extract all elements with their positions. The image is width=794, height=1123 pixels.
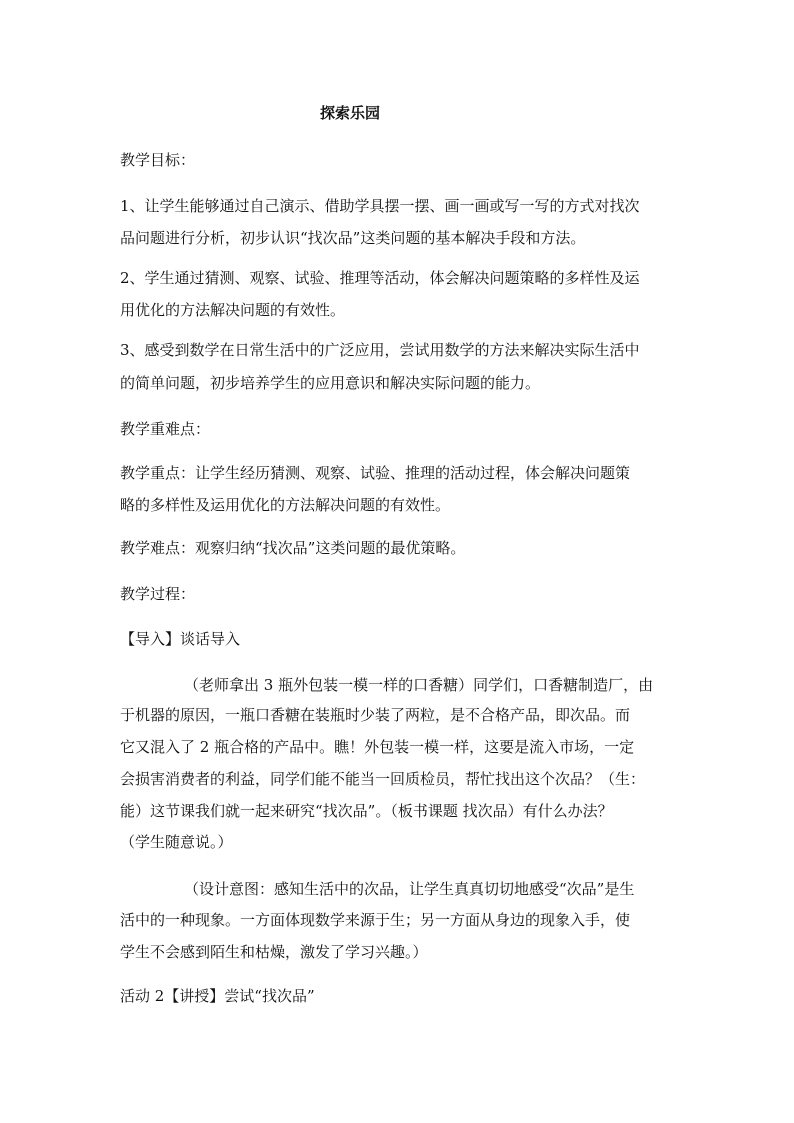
key-point-line-2: 略的多样性及运用优化的方法解决问题的有效性。 bbox=[120, 496, 451, 514]
intro-heading: 【导入】谈话导入 bbox=[120, 630, 241, 648]
intro-paragraph-line-4: 会损害消费者的利益，同学们能不能当一回质检员，帮忙找出这个次品？（生： bbox=[120, 770, 646, 788]
process-heading: 教学过程： bbox=[120, 585, 196, 603]
intro-paragraph-line-3: 它又混入了 2 瓶合格的产品中。瞧！外包装一模一样，这要是流入市场，一定 bbox=[120, 738, 635, 756]
teaching-goals-heading: 教学目标： bbox=[120, 151, 196, 169]
design-paragraph-line-2: 活中的一种现象。一方面体现数学来源于生；另一方面从身边的现象入手，使 bbox=[120, 911, 631, 929]
intro-paragraph-line-1: （老师拿出 3 瓶外包装一模一样的口香糖）同学们，口香糖制造厂，由 bbox=[184, 676, 654, 694]
goal-3-line-1: 3、感受到数学在日常生活中的广泛应用，尝试用数学的方法来解决实际生活中 bbox=[120, 341, 640, 359]
key-points-heading: 教学重难点： bbox=[120, 420, 211, 438]
activity-heading: 活动 2【讲授】尝试“找次品” bbox=[120, 987, 315, 1005]
intro-paragraph-line-5: 能）这节课我们就一起来研究“找次品”。（板书课题 找次品）有什么办法？ bbox=[120, 802, 613, 820]
goal-1-line-1: 1、让学生能够通过自己演示、借助学具摆一摆、画一画或写一写的方式对找次 bbox=[120, 197, 640, 215]
document-title: 探索乐园 bbox=[320, 104, 381, 122]
goal-2-line-1: 2、学生通过猜测、观察、试验、推理等活动，体会解决问题策略的多样性及运 bbox=[120, 269, 640, 287]
goal-1-line-2: 品问题进行分析，初步认识“找次品”这类问题的基本解决手段和方法。 bbox=[120, 229, 586, 247]
goal-3-line-2: 的简单问题，初步培养学生的应用意识和解决实际问题的能力。 bbox=[120, 374, 541, 392]
difficulty-line: 教学难点：观察归纳“找次品”这类问题的最优策略。 bbox=[120, 539, 466, 557]
intro-paragraph-line-6: （学生随意说。） bbox=[120, 833, 233, 851]
key-point-line-1: 教学重点：让学生经历猜测、观察、试验、推理的活动过程，体会解决问题策 bbox=[120, 464, 631, 482]
design-paragraph-line-1: （设计意图：感知生活中的次品，让学生真真切切地感受“次品”是生 bbox=[184, 880, 635, 898]
intro-paragraph-line-2: 于机器的原因，一瓶口香糖在装瓶时少装了两粒，是不合格产品，即次品。而 bbox=[120, 706, 631, 724]
design-paragraph-line-3: 学生不会感到陌生和枯燥，激发了学习兴趣。） bbox=[120, 943, 428, 961]
goal-2-line-2: 用优化的方法解决问题的有效性。 bbox=[120, 301, 346, 319]
